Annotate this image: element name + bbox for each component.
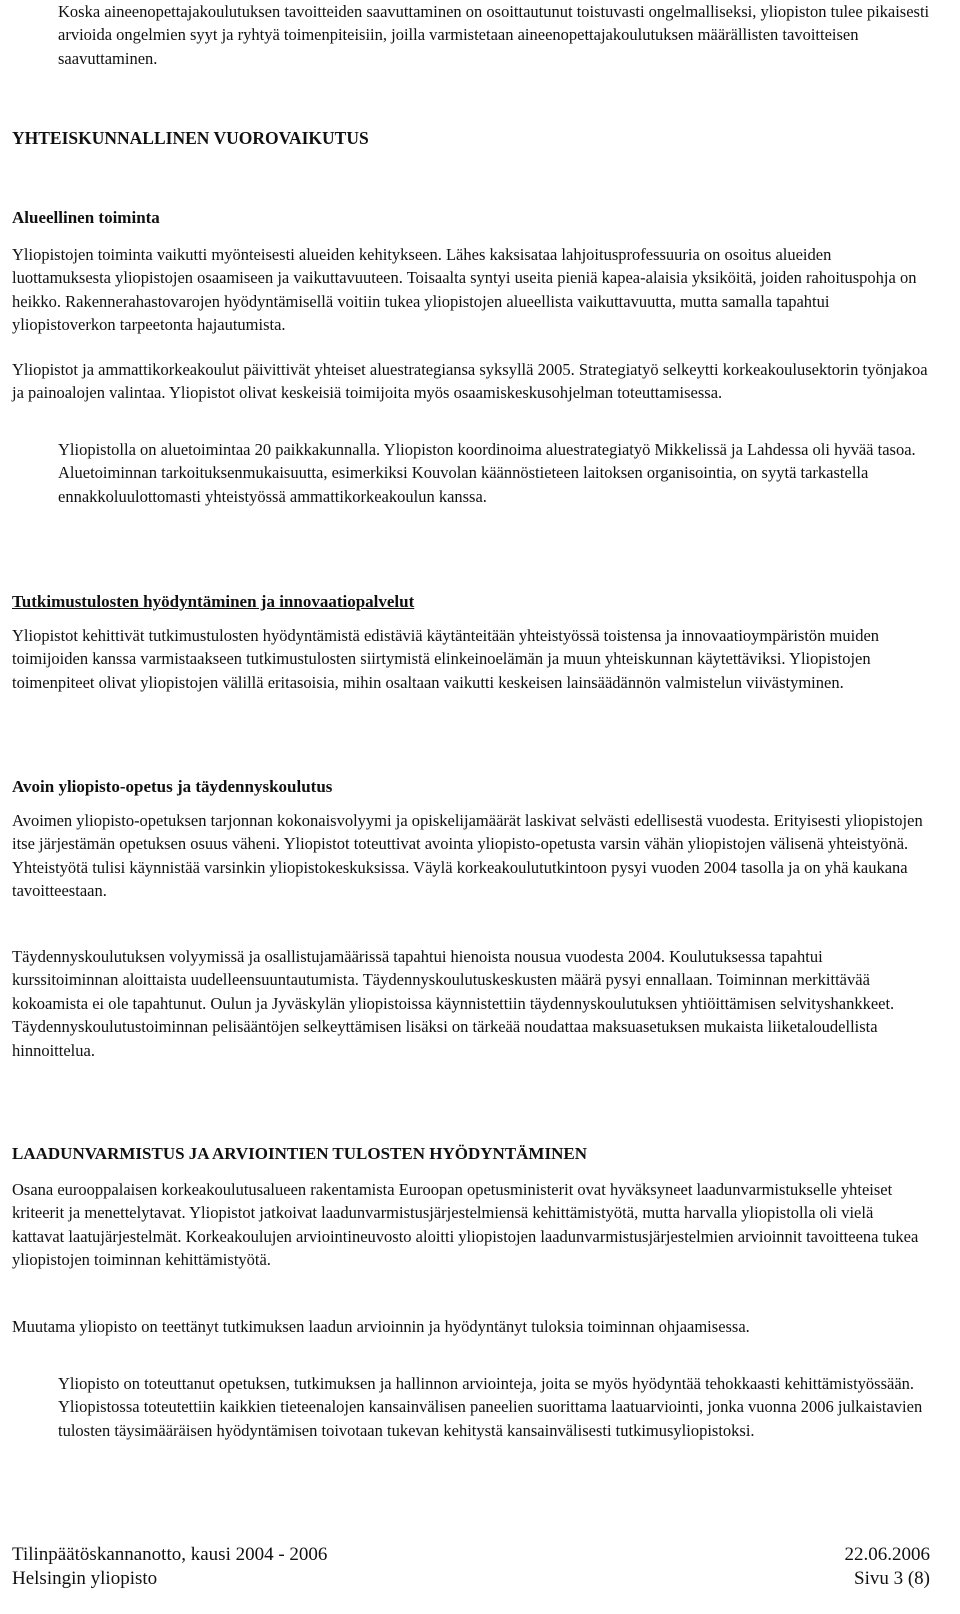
alueellinen-paragraph-2: Yliopistot ja ammattikorkeakoulut päivittivät yhteiset aluestrategiansa syksyllä 2005. Strategiatyö selkeytti korkeakoulusektorin työnjakoa ja painoalojen valintaa. Yliopistot olivat keskeisiä toimijoita myös osaamiskeskusohjelman toteuttamisessa. — [12, 360, 928, 403]
footer-line-1 — [12, 1543, 930, 1567]
intro-paragraph: Koska aineenopettajakoulutuksen tavoitteiden saavuttaminen on osoittautunut toistuvasti ongelmalliseksi, yliopiston tulee pikaisesti arvioida ongelmien syyt ja ryhtyä toimenpiteisiin, joilla varmistetaan aineenopettajakoulutuksen määrällisten tavoitteisen saavuttaminen. — [58, 2, 930, 68]
alueellinen-paragraph-3: Yliopistolla on aluetoimintaa 20 paikkakunnalla. Yliopiston koordinoima aluestrategiatyö Mikkelissä ja Lahdessa oli hyvää tasoa. Aluetoiminnan tarkoituksenmukaisuutta, esimerkiksi Kouvolan käännöstieteen laitoksen organisointia, on syytä tarkastella ennakkoluulottomasti yhteistyössä ammattikorkeakoulun kanssa. — [58, 440, 916, 506]
footer-organization: Helsingin yliopisto — [12, 1568, 158, 1589]
laadunvarmistus-paragraph-3: Yliopisto on toteuttanut opetuksen, tutkimuksen ja hallinnon arviointeja, joita se myös hyödyntää tehokkaasti kehittämistyössään. Yliopistossa toteutettiin kaikkien tieteenalojen kansainvälisen paneelien suorittama laatuarviointi, jonka vuonna 2006 julkaistavien tulosten täysimääräisen hyödyntämisen toivotaan tukevan kehitystä kansainvälisesti tutkimusyliopistoksi. — [58, 1374, 923, 1440]
footer-date: 22.06.2006 — [844, 1544, 930, 1565]
avoin-paragraph-1: Avoimen yliopisto-opetuksen tarjonnan kokonaisvolyymi ja opiskelijamäärät laskivat selvästi edellisestä vuodesta. Erityisesti yliopistojen itse järjestämän opetuksen osuus väheni. Yliopistot toteuttivat avointa yliopisto-opetusta varsin vähän yliopistojen välisenä yhteistyönä. Yhteistyötä tulisi käynnistää varsinkin yliopistokeskuksissa. Väylä korkeakoulututkintoon pysyi vuoden 2004 tasolla ja on yhä kaukana tavoitteestaan. — [12, 811, 923, 901]
tutkimustulosten-paragraph: Yliopistot kehittivät tutkimustulosten hyödyntämistä edistäviä käytänteitään yhteistyössä toistensa ja innovaatioympäristön muiden toimijoiden kanssa varmistaakseen tutkimustulosten siirtymistä elinkeinoelämän ja muun yhteiskunnan käytettäviksi. Yliopistojen toimenpiteet olivat yliopistojen välillä eritasoisia, mihin osaltaan vaikutti keskeisen lainsäädännön valmistelun viivästyminen. — [12, 626, 880, 692]
section-heading-laadunvarmistus: LAADUNVARMISTUS JA ARVIOINTIEN TULOSTEN HYÖDYNTÄMINEN — [12, 1144, 587, 1163]
alueellinen-paragraph-1: Yliopistojen toiminta vaikutti myönteisesti alueiden kehitykseen. Lähes kaksisataa lahjoitusprofessuuria on osoitus alueiden luottamuksesta yliopistojen osaamiseen ja vaikuttavuuteen. Toisaalta syntyi useita pieniä kapea-alaisia yksiköitä, joiden rahoituspohja on heikko. Rakennerahastovarojen hyödyntämisellä voitiin tukea yliopistojen alueellista vaikuttavuutta, mutta samalla tapahtui yliopistoverkon tarpeetonta hajautumista. — [12, 245, 917, 335]
subheading-avoin-yliopisto: Avoin yliopisto-opetus ja täydennyskoulutus — [12, 777, 333, 796]
subheading-tutkimustulosten: Tutkimustulosten hyödyntäminen ja innovaatiopalvelut — [12, 592, 415, 611]
laadunvarmistus-paragraph-2: Muutama yliopisto on teettänyt tutkimuksen laadun arvioinnin ja hyödyntänyt tuloksia toiminnan ohjaamisessa. — [12, 1317, 750, 1336]
laadunvarmistus-paragraph-1: Osana eurooppalaisen korkeakoulutusalueen rakentamista Euroopan opetusministerit ovat hyväksyneet laadunvarmistukselle yhteiset kriteerit ja menettelytavat. Yliopistot jatkoivat laadunvarmistusjärjestelmiensä kehittämistyötä, mutta harvalla yliopistolla oli vielä kattavat laatujärjestelmät. Korkeakoulujen arviointineuvosto aloitti yliopistojen laadunvarmistusjärjestelmien arvioinnit tavoitteena tukea yliopistojen toiminnan kehittämistyötä. — [12, 1180, 919, 1270]
avoin-paragraph-2: Täydennyskoulutuksen volyymissä ja osallistujamäärissä tapahtui hienoista nousua vuodesta 2004. Koulutuksessa tapahtui kurssitoiminnan aloittaista uudelleensuuntautumista. Täydennyskoulutuskeskusten määrä pysyi ennallaan. Toiminnan merkittävää kokoamista ei ole tapahtunut. Oulun ja Jyväskylän yliopistoissa käynnistettiin täydennyskoulutuksen yhtiöittämisen selvityshankkeet. Täydennyskoulutustoiminnan pelisääntöjen selkeyttämisen lisäksi on tärkeää noudattaa maksuasetuksen mukaista liiketaloudellista hinnoittelua. — [12, 947, 895, 1060]
footer-line-2 — [12, 1567, 930, 1591]
section-heading-yhteiskunnallinen: YHTEISKUNNALLINEN VUOROVAIKUTUS — [12, 128, 369, 148]
footer-page-number: Sivu 3 (8) — [854, 1568, 930, 1589]
subheading-alueellinen: Alueellinen toiminta — [12, 208, 160, 227]
footer-document-title: Tilinpäätöskannanotto, kausi 2004 - 2006 — [12, 1544, 328, 1565]
